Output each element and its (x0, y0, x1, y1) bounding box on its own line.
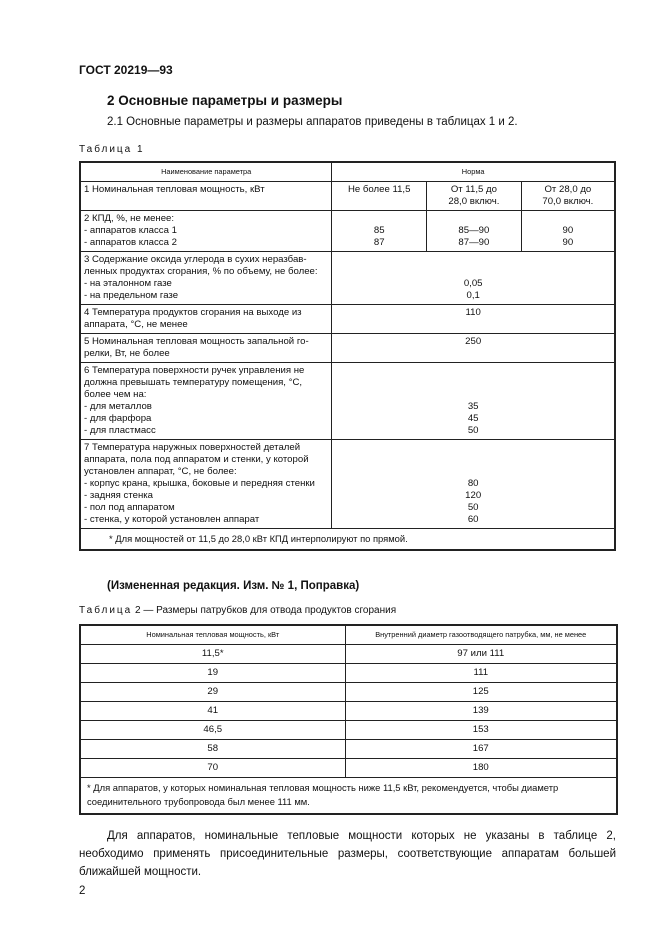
intro-paragraph: 2.1 Основные параметры и размеры аппаратов приведены в таблицах 1 и 2. (107, 116, 518, 128)
table-row (80, 664, 617, 683)
param-cell: 4 Температура продуктов сгорания на выходе из аппарата, °С, не менее (80, 305, 332, 334)
value-cell: От 28,0 до 70,0 включ. (521, 182, 615, 211)
diameter-cell: 167 (345, 740, 617, 759)
table2-col1: Номинальная тепловая мощность, кВт (80, 625, 345, 645)
table-row (80, 702, 617, 721)
power-cell: 29 (80, 683, 345, 702)
value-cell: 85—90 87—90 (427, 211, 522, 252)
value-cell: 85 87 (332, 211, 427, 252)
table-row (80, 182, 615, 211)
diameter-cell: 97 или 111 (345, 645, 617, 664)
table2-caption-label: Таблица (79, 605, 133, 616)
table1-caption: Таблица 1 (79, 144, 145, 155)
table2-col2: Внутренний диаметр газоотводящего патрубка, мм, не менее (345, 625, 617, 645)
table-row (80, 440, 615, 529)
change-note: (Измененная редакция. Изм. № 1, Поправка) (107, 580, 360, 592)
power-cell: 70 (80, 759, 345, 778)
table1 (79, 161, 616, 551)
value-cell: 90 90 (521, 211, 615, 252)
document-header: ГОСТ 20219—93 (79, 63, 173, 77)
param-cell: 1 Номинальная тепловая мощность, кВт (80, 182, 332, 211)
param-cell: 2 КПД, %, не менее: - аппаратов класса 1 - аппаратов класса 2 (80, 211, 332, 252)
param-cell: 5 Номинальная тепловая мощность запальной го- релки, Вт, не более (80, 334, 332, 363)
table1-col-param: Наименование параметра (80, 162, 332, 182)
power-cell: 11,5* (80, 645, 345, 664)
table1-col-norm: Норма (332, 162, 615, 182)
table2-caption-text: 2 — Размеры патрубков для отвода продуктов сгорания (135, 605, 397, 616)
value-cell: 110 (332, 305, 615, 334)
power-cell: 19 (80, 664, 345, 683)
table-row (80, 252, 615, 305)
diameter-cell: 111 (345, 664, 617, 683)
value-cell: 250 (332, 334, 615, 363)
value-cell: 35 45 50 (332, 363, 615, 440)
table-row (80, 363, 615, 440)
value-cell: 0,05 0,1 (332, 252, 615, 305)
value-cell: От 11,5 до 28,0 включ. (427, 182, 522, 211)
section-title: 2 Основные параметры и размеры (107, 93, 343, 108)
table1-header-row (80, 162, 615, 182)
param-cell: 3 Содержание оксида углерода в сухих неразбав- ленных продуктах сгорания, % по объему, не более: - на эталонном газе - на предельном газе (80, 252, 332, 305)
table-row (80, 334, 615, 363)
value-cell: 80 120 50 60 (332, 440, 615, 529)
param-cell: 6 Температура поверхности ручек управления не должна превышать температуру помещения, °С, более чем на: - для металлов - для фарфора - для пластмасс (80, 363, 332, 440)
value-cell: Не более 11,5 (332, 182, 427, 211)
power-cell: 46,5 (80, 721, 345, 740)
table2-footnote-row (80, 778, 617, 815)
table1-footnote-row (80, 529, 615, 551)
power-cell: 58 (80, 740, 345, 759)
diameter-cell: 139 (345, 702, 617, 721)
page-number: 2 (79, 885, 86, 897)
table1-footnote: * Для мощностей от 11,5 до 28,0 кВт КПД интерполируют по прямой. (80, 529, 615, 551)
power-cell: 41 (80, 702, 345, 721)
table-row (80, 645, 617, 664)
table2 (79, 624, 618, 815)
diameter-cell: 125 (345, 683, 617, 702)
table2-footnote: * Для аппаратов, у которых номинальная тепловая мощность ниже 11,5 кВт, рекомендуется, чтобы диаметр соединительного трубопровода был менее 111 мм. (80, 778, 617, 815)
table-row (80, 683, 617, 702)
table2-header-row (80, 625, 617, 645)
param-cell: 7 Температура наружных поверхностей деталей аппарата, пола под аппаратом и стенки, у которой установлен аппарат, °С, не более: - корпус крана, крышка, боковые и передняя стенки - задняя стенка - пол под аппаратом - стенка, у которой установлен аппарат (80, 440, 332, 529)
table2-caption (79, 605, 396, 616)
diameter-cell: 153 (345, 721, 617, 740)
diameter-cell: 180 (345, 759, 617, 778)
table-row (80, 305, 615, 334)
table-row (80, 211, 615, 252)
table-row (80, 721, 617, 740)
table-row (80, 740, 617, 759)
table-row (80, 759, 617, 778)
closing-paragraph: Для аппаратов, номинальные тепловые мощности которых не указаны в таблице 2, необходимо применять присоединительные размеры, соответствующие аппаратам большей ближайшей мощности. (79, 830, 616, 878)
